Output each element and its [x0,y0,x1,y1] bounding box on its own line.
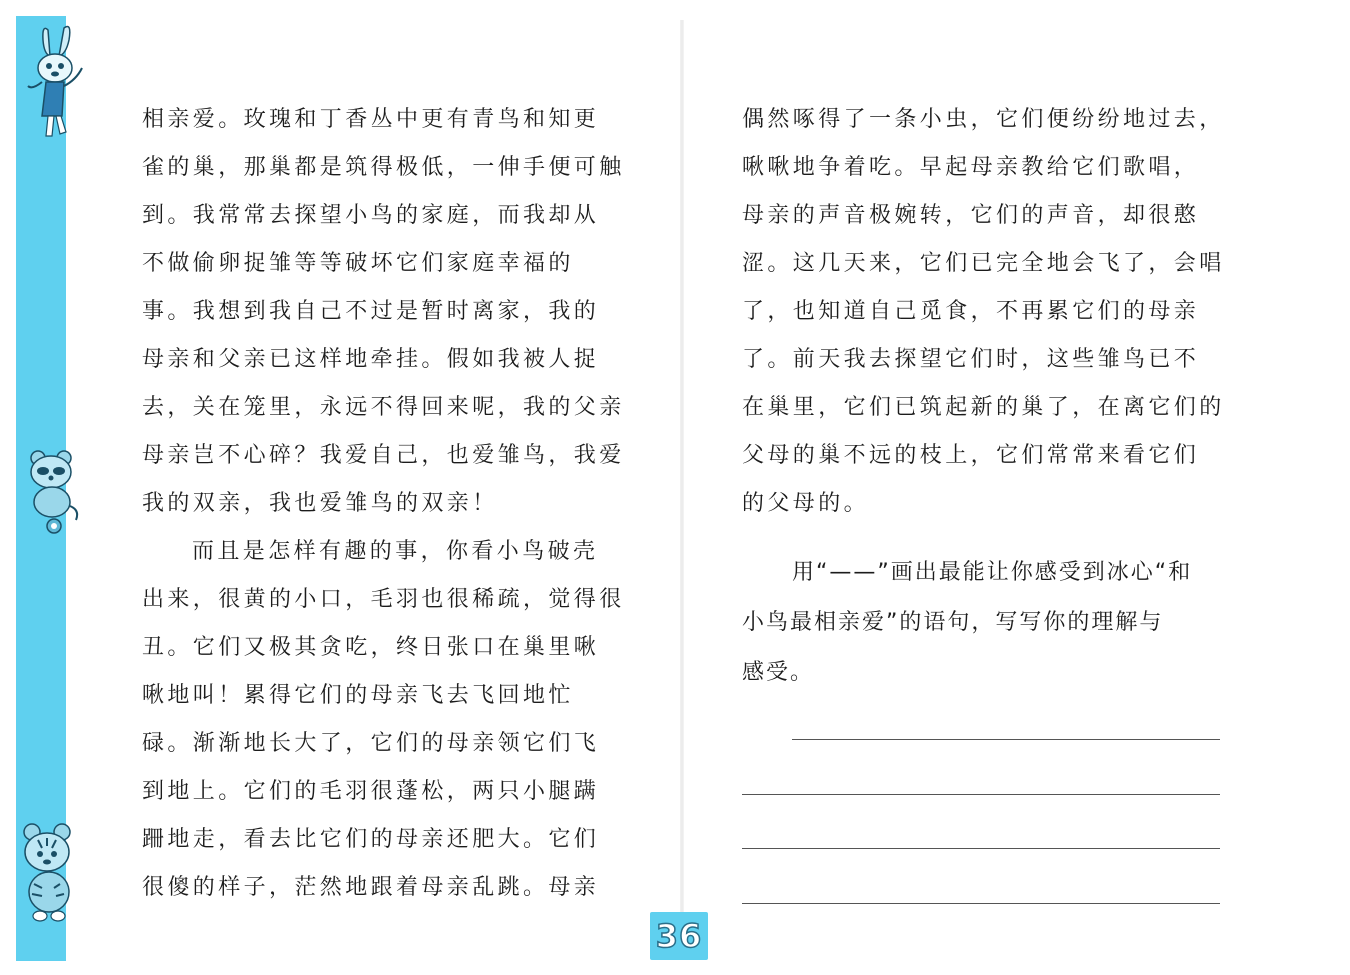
tiger-cub-mascot-icon [16,818,86,928]
raccoon-mascot-icon [18,446,84,536]
bunny-mascot-icon [12,24,90,144]
text-line: 不做偷卵捉雏等等破坏它们家庭幸福的 [142,251,574,276]
right-text-column [742,96,1232,528]
answer-line[interactable] [742,848,1220,849]
page-number-badge [650,912,708,960]
question-line: 感受。 [742,660,815,685]
answer-line[interactable] [792,739,1220,740]
text-line: 雀的巢，那巢都是筑得极低，一伸手便可触 [142,155,625,180]
text-line: 母亲岂不心碎？我爱自己，也爱雏鸟，我爱 [142,443,625,468]
text-line: 偶然啄得了一条小虫，它们便纷纷地过去， [742,107,1225,132]
text-line: 母亲和父亲已这样地牵挂。假如我被人捉 [142,347,600,372]
text-line: 在巢里，它们已筑起新的巢了，在离它们的 [742,395,1225,420]
text-line: 父母的巢不远的枝上，它们常常来看它们 [742,443,1200,468]
exercise-question [742,548,1232,698]
paragraph-start-line: 而且是怎样有趣的事，你看小鸟破壳 [192,539,599,564]
text-line: 我的双亲，我也爱雏鸟的双亲！ [142,491,498,516]
text-line: 出来，很黄的小口，毛羽也很稀疏，觉得很 [142,587,625,612]
text-line: 了，也知道自己觅食，不再累它们的母亲 [742,299,1200,324]
text-line: 母亲的声音极婉转，它们的声音，却很憨 [742,203,1200,228]
text-line: 相亲爱。玫瑰和丁香丛中更有青鸟和知更 [142,107,600,132]
text-line: 丑。它们又极其贪吃，终日张口在巢里啾 [142,635,600,660]
text-line: 啾啾地争着吃。早起母亲教给它们歌唱， [742,155,1200,180]
answer-line[interactable] [742,903,1220,904]
text-line: 事。我想到我自己不过是暂时离家，我的 [142,299,600,324]
page-number: 36 [655,917,703,955]
text-line: 跚地走，看去比它们的母亲还肥大。它们 [142,827,600,852]
text-line: 的父母的。 [742,491,870,516]
text-line: 涩。这几天来，它们已完全地会飞了，会唱 [742,251,1225,276]
text-line: 很傻的样子，茫然地跟着母亲乱跳。母亲 [142,875,600,900]
text-line: 碌。渐渐地长大了，它们的母亲领它们飞 [142,731,600,756]
text-line: 了。前天我去探望它们时，这些雏鸟已不 [742,347,1200,372]
text-line: 去，关在笼里，永远不得回来呢，我的父亲 [142,395,625,420]
left-text-column [142,96,632,912]
page-gutter [680,20,684,955]
answer-line[interactable] [742,794,1220,795]
question-line: 小鸟最相亲爱”的语句，写写你的理解与 [742,610,1164,635]
question-line: 用“——”画出最能让你感受到冰心“和 [792,560,1193,585]
text-line: 到地上。它们的毛羽很蓬松，两只小腿蹒 [142,779,600,804]
text-line: 啾地叫！累得它们的母亲飞去飞回地忙 [142,683,574,708]
text-line: 到。我常常去探望小鸟的家庭，而我却从 [142,203,600,228]
